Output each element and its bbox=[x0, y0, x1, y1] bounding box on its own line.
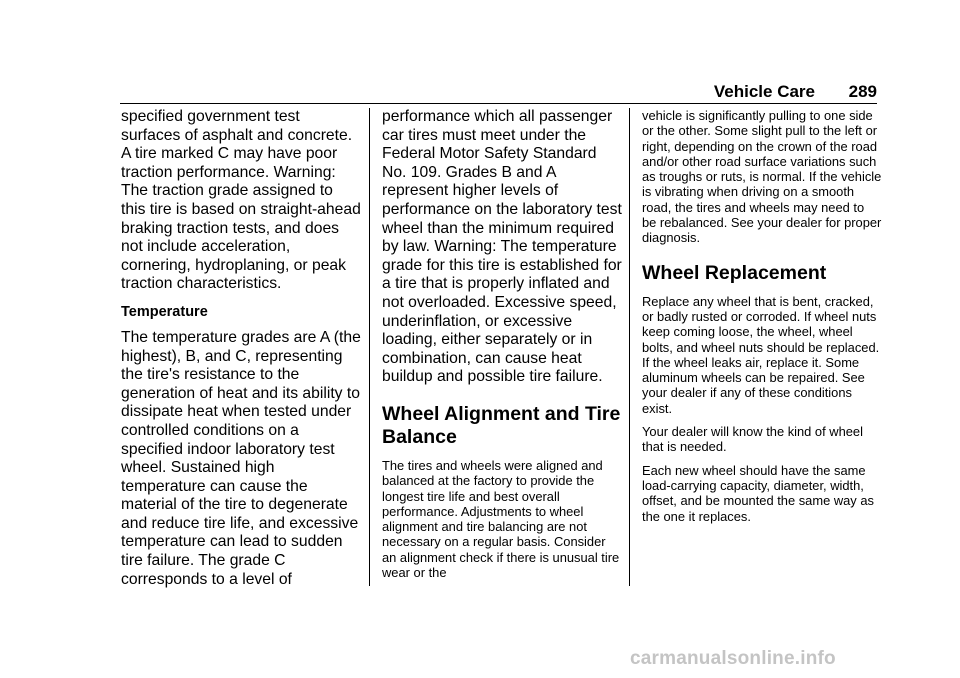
paragraph: performance which all passenger car tires must meet under the Federal Motor Safety Standard No. 109. Grades B and A represent higher levels of performance on the laboratory test wheel than the minimum required by law. Warning: The temperature grade for this tire is established for a tire that is properly inflated and not overloaded. Excessive speed, underinflation, or excessive loading, either separately or in combination, can cause heat buildup and possible tire failure. bbox=[382, 108, 622, 386]
page-number: 289 bbox=[848, 82, 877, 101]
column-divider bbox=[369, 108, 370, 586]
subheading-temperature: Temperature bbox=[121, 303, 208, 320]
paragraph: The temperature grades are A (the highest), B, and C, representing the tire's resistance to the generation of heat and its ability to dissipate heat when tested under controlled conditions on a specified indoor laboratory test wheel. Sustained high temperature can cause the material of the tire to degenerate and reduce tire life, and excessive temperature can lead to sudden tire failure. The grade C corresponds to a level of bbox=[121, 328, 361, 588]
paragraph: vehicle is significantly pulling to one side or the other. Some slight pull to the left or right, depending on the crown of the road and/or other road surface variations such as troughs or ruts, is normal. If the vehicle is vibrating when driving on a smooth road, the tires and wheels may need to be rebalanced. See your dealer for proper diagnosis. bbox=[642, 108, 882, 246]
text-column-3 bbox=[642, 108, 882, 532]
section-title: Vehicle Care bbox=[713, 82, 815, 101]
text-column-2 bbox=[382, 108, 622, 589]
heading-wheel-alignment: Wheel Alignment and Tire Balance bbox=[382, 402, 621, 448]
paragraph: Your dealer will know the kind of wheel that is needed. bbox=[642, 424, 863, 455]
header-rule bbox=[120, 103, 877, 104]
paragraph: The tires and wheels were aligned and balanced at the factory to provide the longest tire life and best overall performance. Adjustments to wheel alignment and tire balancing are not necessary on a regular basis. Consider an alignment check if there is unusual tire wear or the bbox=[382, 457, 620, 580]
paragraph: specified government test surfaces of asphalt and concrete. A tire marked C may have poor traction performance. Warning: The traction grade assigned to this tire is based on straight-ahead braking traction tests, and does not include acceleration, cornering, hydroplaning, or peak traction characteristics. bbox=[121, 108, 361, 293]
paragraph: Each new wheel should have the same load-carrying capacity, diameter, width, offset, and be mounted the same way as the one it replaces. bbox=[642, 462, 874, 524]
watermark: carmanualsonline.info bbox=[630, 648, 836, 669]
heading-wheel-replacement: Wheel Replacement bbox=[642, 261, 827, 284]
paragraph: Replace any wheel that is bent, cracked, or badly rusted or corroded. If wheel nuts keep coming loose, the wheel, wheel bolts, and wheel nuts should be replaced. If the wheel leaks air, replace it. Some aluminum wheels can be repaired. See your dealer if any of these conditions exist. bbox=[642, 293, 880, 416]
text-column-1 bbox=[121, 108, 361, 598]
column-divider bbox=[629, 108, 630, 586]
